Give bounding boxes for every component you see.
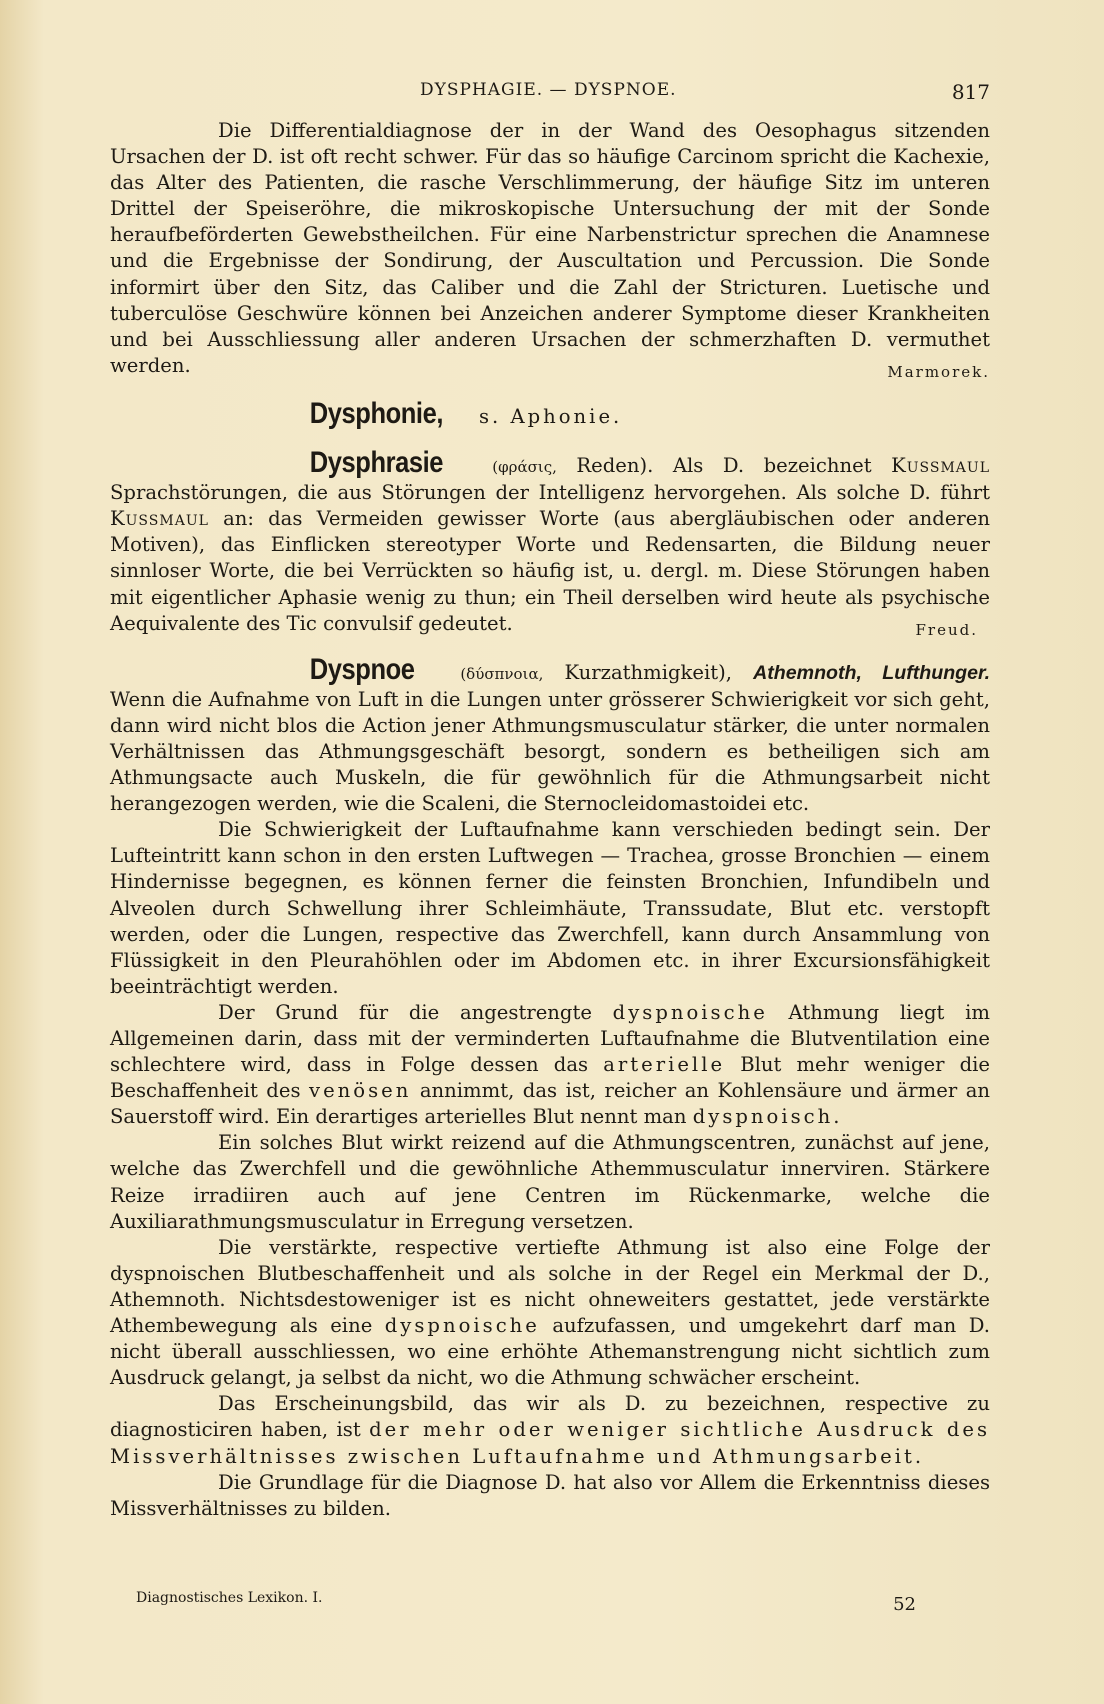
- synonyms: Athemnoth, Lufthunger.: [753, 661, 991, 684]
- spaced-emphasis: dyspnoische: [384, 1314, 540, 1338]
- paragraph-text: Der Grund für die angestrengte: [218, 1000, 592, 1024]
- paragraph-text: Kurzathmigkeit),: [564, 660, 733, 684]
- greek-etymology: (δύσπνοια,: [460, 664, 544, 683]
- paragraph-text: Reden). Als D. bezeichnet: [576, 454, 872, 478]
- author-name: Kussmaul: [110, 507, 209, 531]
- entry-headword: Dysphrasie: [309, 446, 444, 480]
- page-number: 817: [951, 80, 990, 104]
- paragraph: [110, 1235, 990, 1392]
- paragraph: Die Grundlage für die Diagnose D. hat also vor Allem die Erkenntniss dieses Missverhältnisses zu bilden.: [110, 1470, 990, 1520]
- paragraph: [110, 652, 991, 818]
- paragraph-text: Blut mehr weniger die Beschaffenheit des: [110, 1053, 990, 1103]
- paragraph-text: Das Erscheinungsbild, das wir als D. zu bezeichnen, respective zu diagnosticiren haben, ist: [110, 1392, 990, 1442]
- author-signature: Freud.: [915, 620, 978, 639]
- entry-headword: Dyspnoe: [309, 652, 415, 686]
- paragraph-text: Die verstärkte, respective vertiefte Athmung ist also eine Folge der dyspnoischen Blutbeschaffenheit und als solche in der Regel ein Merkmal der D., Athemnoth. Nichtsdestoweniger ist es nicht ohneweiters gestattet, jede verstärkte Athembewegung als eine: [110, 1235, 990, 1338]
- author-signature: Marmorek.: [887, 362, 990, 381]
- dysphagie-continuation: [110, 118, 990, 379]
- paragraph: [110, 1000, 990, 1130]
- paragraph-text: Wenn die Aufnahme von Luft in die Lungen unter grösserer Schwierigkeit vor sich geht, dann wird nicht blos die Action jener Athmungsmusculatur stärker, die unter normalen Verhältnissen das Athmungsgeschäft besorgt, sondern es betheiligen sich am Athmungsacte auch Muskeln, die für gewöhnlich für die Athmungsarbeit nicht herangezogen werden, wie die Scaleni, die Sternocleidomastoidei etc.: [110, 687, 990, 816]
- paragraph-text: Die Differentialdiagnose der in der Wand des Oesophagus sitzenden Ursachen der D. ist oft recht schwer. Für das so häufige Carcinom spricht die Kachexie, das Alter des Patienten, die rasche Verschlimmerung, der häufige Sitz im unteren Drittel der Speiseröhre, die mikroskopische Untersuchung der mit der Sonde heraufbeförderten Gewebstheilchen. Für eine Narbenstrictur sprechen die Anamnese und die Ergebnisse der Sondirung, der Auscultation und Percussion. Die Sonde informirt über den Sitz, das Caliber und die Zahl der Stricturen. Luetische und tuberculöse Geschwüre können bei Anzeichen anderer Symptome dieser Krankheiten und bei Ausschliessung aller anderen Ursachen der schmerzhaften D. vermuthet werden.: [110, 119, 990, 377]
- paragraph: [110, 118, 990, 379]
- entry-dysphrasie: [110, 446, 991, 639]
- spaced-emphasis: venösen: [309, 1079, 412, 1103]
- paragraph: Ein solches Blut wirkt reizend auf die Athmungscentren, zunächst auf jene, welche das Zwerchfell und die gewöhnliche Athemmusculatur innerviren. Stärkere Reize irradiiren auch auf jene Centren im Rückenmarke, welche die Auxiliarathmungsmusculatur in Erregung versetzen.: [110, 1131, 990, 1233]
- paragraph: [110, 396, 990, 430]
- paragraph: [110, 1391, 990, 1469]
- entry-dysphonie: [110, 396, 990, 430]
- paragraph-text: annimmt, das ist, reicher an Kohlensäure und ärmer an Sauerstoff wird. Ein derartiges arterielles Blut nennt man: [110, 1079, 990, 1129]
- paragraph: Die Schwierigkeit der Luftaufnahme kann verschieden bedingt sein. Der Lufteintritt kann schon in den ersten Luftwegen — Trachea, grosse Bronchien — einem Hindernisse begegnen, es können ferner die feinsten Bronchien, Infundibeln und Alveolen durch Schwellung ihrer Schleimhäute, Transsudate, Blut etc. verstopft werden, oder die Lungen, respective das Zwerchfell, kann durch Ansammlung von Flüssigkeit in den Pleurahöhlen oder im Abdomen etc. in ihrer Excursionsfähigkeit beeinträchtigt werden.: [110, 818, 990, 998]
- paragraph-text: aufzufassen, und umgekehrt darf man D. nicht überall ausschliessen, wo eine erhöhte Athemanstrengung nicht sichtlich zum Ausdruck gelangt, ja selbst da nicht, wo die Athmung schwächer erscheint.: [110, 1314, 990, 1390]
- entry-headword: Dysphonie,: [309, 396, 443, 430]
- paragraph-text: an: das Vermeiden gewisser Worte (aus abergläubischen oder anderen Motiven), das Einflicken stereotyper Worte und Redensarten, die Bildung neuer sinnloser Worte, die bei Verrückten so häufig ist, u. dergl. m. Diese Störungen haben mit eigentlicher Aphasie wenig zu thun; ein Theil derselben wird heute als psychische Aequivalente des Tic convulsif gedeutet.: [110, 507, 990, 635]
- paragraph-text: Sprachstörungen, die aus Störungen der Intelligenz hervorgehen. Als solche D. führt: [110, 481, 990, 505]
- spaced-emphasis: dyspnoisch.: [692, 1105, 843, 1129]
- sheet-signature: 52: [893, 1594, 916, 1615]
- page-footer: [136, 1590, 916, 1615]
- spaced-emphasis: arterielle: [603, 1053, 726, 1077]
- spaced-emphasis: dyspnoische: [612, 1000, 768, 1024]
- spaced-emphasis: der mehr oder weniger sichtliche Ausdruck des Missverhältnisses zwischen Luftaufnahme und Athmungsarbeit.: [110, 1418, 991, 1468]
- entry-dyspnoe: [110, 652, 991, 1522]
- paragraph-text: Athmung liegt im Allgemeinen darin, dass mit der verminderten Luftaufnahme die Blutventilation eine schlechtere wird, dass in Folge dessen das: [110, 1000, 990, 1077]
- book-title: Diagnostisches Lexikon. I.: [136, 1590, 323, 1606]
- author-name: Kussmaul: [891, 454, 991, 478]
- paragraph: [110, 446, 991, 639]
- running-title: DYSPHAGIE. — DYSPNOE.: [420, 80, 677, 100]
- cross-reference: s. Aphonie.: [478, 404, 623, 428]
- page-body: [110, 118, 990, 1522]
- greek-etymology: (φράσις,: [492, 458, 557, 477]
- page-header: [110, 76, 990, 106]
